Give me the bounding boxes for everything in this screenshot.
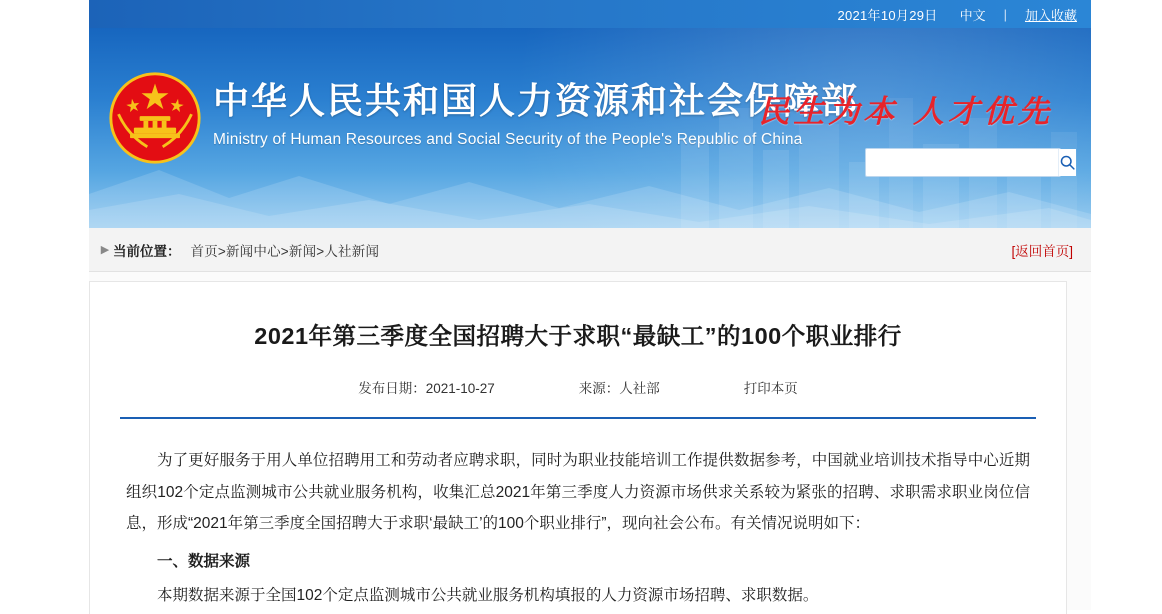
ministry-title-cn: 中华人民共和国人力资源和社会保障部 bbox=[213, 80, 860, 121]
breadcrumb-arrow-icon: ▶ bbox=[100, 244, 110, 256]
current-date: 2021年10月29日 bbox=[837, 7, 938, 23]
article-body bbox=[126, 445, 1030, 612]
top-utility-bar bbox=[89, 0, 1091, 28]
search-button[interactable] bbox=[1058, 149, 1076, 176]
site-banner bbox=[89, 28, 1091, 228]
article-title: 2021年第三季度全国招聘大于求职“最缺工”的100个职业排行 bbox=[254, 323, 902, 349]
ministry-slogan: 民生为本 人才优先 bbox=[758, 94, 1053, 130]
site-search[interactable] bbox=[865, 148, 1061, 177]
article-paragraph: 为了更好服务于用人单位招聘用工和劳动者应聘求职，同时为职业技能培训工作提供数据参考，中国就业培训技术指导中心近期组织102个定点监测城市公共就业服务机构，收集汇总2021年第三季度人力资源市场供求关系较为紧张的招聘、求职需求职业岗位信息，形成“2021年第三季度全国招聘大于求职‘最缺工’的100个职业排行”，现向社会公布。有关情况说明如下： bbox=[126, 451, 1030, 533]
search-input[interactable] bbox=[866, 149, 1058, 176]
article-source bbox=[579, 377, 660, 397]
article-paragraph: 本期数据来源于全国102个定点监测城市公共就业服务机构填报的人力资源市场招聘、求职数据。 bbox=[157, 586, 819, 604]
breadcrumb-label: 当前位置： bbox=[113, 243, 181, 259]
article-card bbox=[89, 281, 1067, 614]
source-label: 来源： bbox=[578, 380, 620, 396]
print-page-button[interactable]: 打印本页 bbox=[743, 380, 798, 396]
title-divider bbox=[120, 417, 1036, 419]
right-gutter bbox=[1091, 0, 1162, 610]
publish-date bbox=[358, 377, 495, 397]
breadcrumb-path[interactable]: 首页>新闻中心>新闻>人社新闻 bbox=[190, 243, 380, 259]
publish-date-value: 2021-10-27 bbox=[425, 380, 495, 396]
article-section-heading: 一、数据来源 bbox=[157, 553, 251, 571]
left-gutter bbox=[0, 0, 89, 610]
search-icon bbox=[1059, 154, 1076, 171]
language-switch[interactable]: 中文 bbox=[959, 7, 986, 23]
back-to-home-link[interactable]: [返回首页] bbox=[1011, 243, 1073, 259]
topbar-separator: | bbox=[1003, 6, 1007, 22]
publish-date-label: 发布日期： bbox=[358, 380, 426, 396]
breadcrumb bbox=[89, 228, 1091, 272]
source-value: 人社部 bbox=[619, 380, 660, 396]
article-meta bbox=[90, 377, 1066, 397]
national-emblem-icon bbox=[107, 70, 203, 166]
ministry-title-en: Ministry of Human Resources and Social Security of the People's Republic of China bbox=[213, 131, 803, 148]
add-favorite-link[interactable]: 加入收藏 bbox=[1024, 7, 1077, 23]
